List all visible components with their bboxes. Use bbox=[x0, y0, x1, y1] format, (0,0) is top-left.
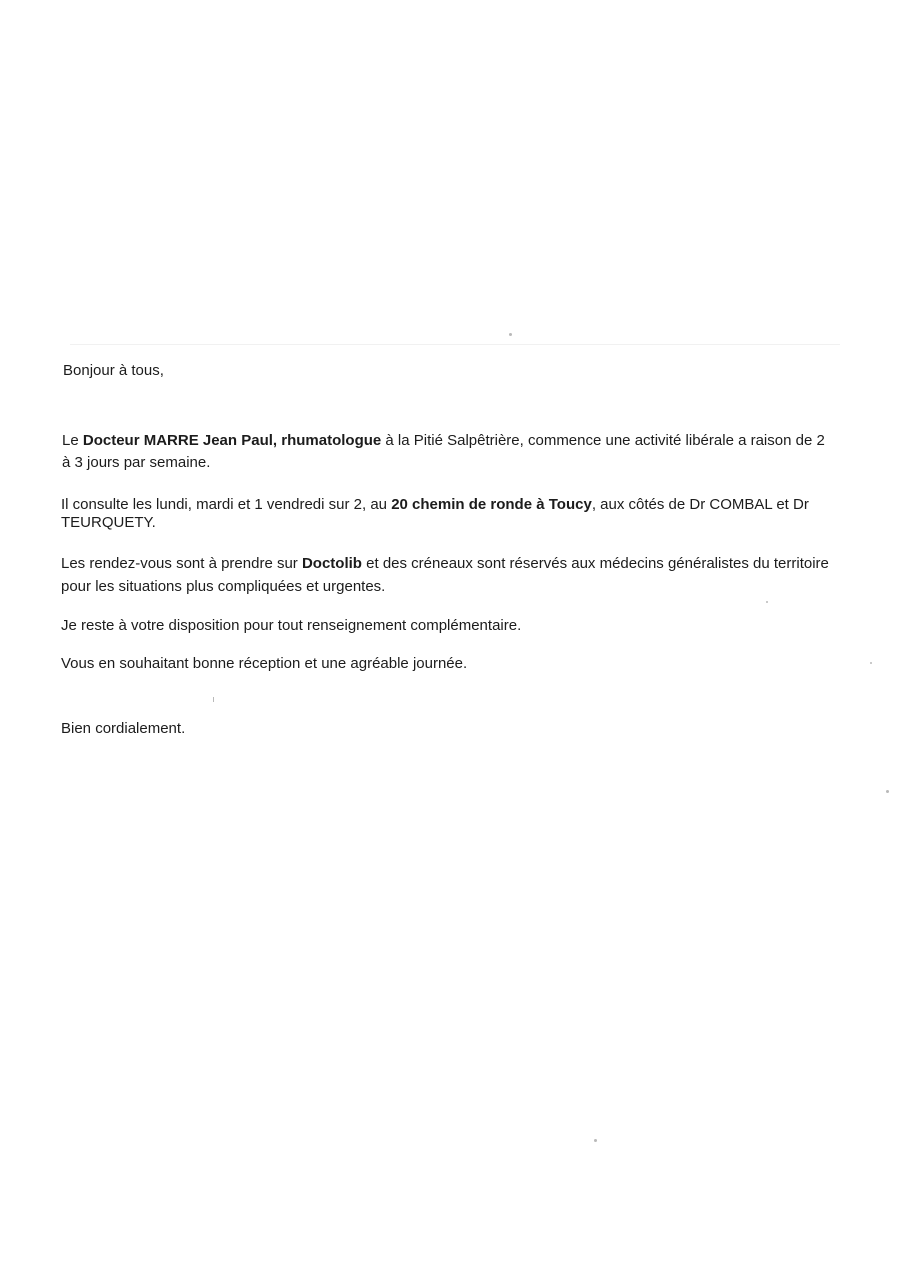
paragraph-3-line-2: pour les situations plus compliquées et urgentes. bbox=[61, 578, 386, 595]
scan-speck bbox=[870, 662, 872, 664]
paragraph-1-bold: Docteur MARRE Jean Paul, rhumatologue bbox=[82, 432, 382, 449]
paragraph-2-line-2: TEURQUETY. bbox=[61, 514, 156, 531]
scan-artifact-line bbox=[70, 344, 840, 345]
paragraph-3-line-1 bbox=[61, 555, 829, 573]
scan-speck bbox=[509, 333, 512, 336]
paragraph-2-text-a: Il consulte les lundi, mardi et 1 vendredi sur 2, au bbox=[61, 496, 392, 513]
closing: Bien cordialement. bbox=[61, 720, 186, 737]
paragraph-3-bold: Doctolib bbox=[301, 555, 362, 572]
paragraph-1-line-2: à 3 jours par semaine. bbox=[62, 454, 211, 471]
paragraph-5: Vous en souhaitant bonne réception et une agréable journée. bbox=[61, 655, 468, 672]
paragraph-3-text-a: Les rendez-vous sont à prendre sur bbox=[61, 555, 302, 572]
greeting: Bonjour à tous, bbox=[63, 362, 164, 379]
paragraph-1-text-b: à la Pitié Salpêtrière, commence une activité libérale a raison de 2 bbox=[381, 432, 825, 449]
paragraph-1-text-a: Le bbox=[62, 432, 83, 449]
paragraph-4: Je reste à votre disposition pour tout renseignement complémentaire. bbox=[61, 617, 522, 634]
scan-speck bbox=[213, 697, 214, 702]
paragraph-2-text-b: , aux côtés de Dr COMBAL et Dr bbox=[591, 496, 809, 513]
paragraph-2-line-1 bbox=[61, 496, 809, 514]
scan-speck bbox=[886, 790, 889, 793]
scan-speck bbox=[766, 601, 768, 603]
paragraph-1-line-1 bbox=[62, 432, 825, 450]
paragraph-2-bold: 20 chemin de ronde à Toucy bbox=[391, 496, 592, 513]
paragraph-3-text-b: et des créneaux sont réservés aux médecins généralistes du territoire bbox=[361, 555, 829, 572]
scan-speck bbox=[594, 1139, 597, 1142]
